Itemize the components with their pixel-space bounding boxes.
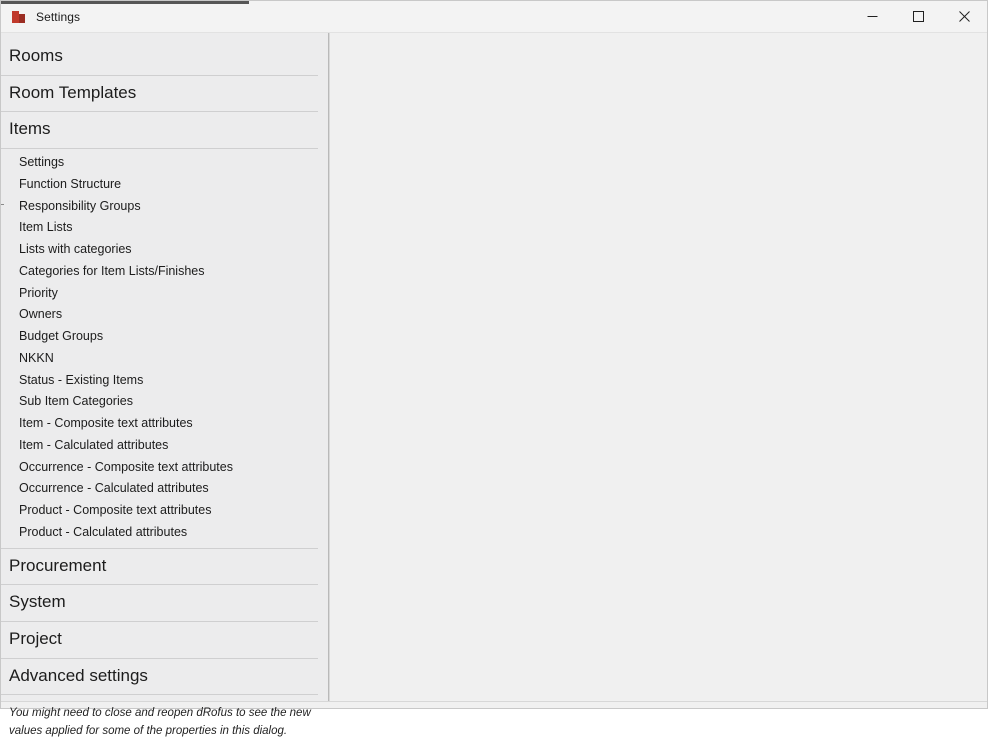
window-body (1, 33, 987, 737)
settings-content-pane (329, 33, 987, 701)
sidebar-item-categories-for-item-lists-finishes[interactable]: Categories for Item Lists/Finishes (19, 263, 205, 278)
sidebar-group-rooms (1, 37, 328, 76)
sidebar-item-occurrence-calculated-attributes[interactable]: Occurrence - Calculated attributes (19, 481, 209, 496)
sidebar-group-system (1, 585, 328, 622)
sidebar-item-item-composite-text-attributes[interactable]: Item - Composite text attributes (19, 416, 193, 431)
sidebar-scroll-area[interactable] (1, 33, 328, 748)
sidebar-item-system[interactable]: System (1, 585, 318, 622)
sidebar-item-item-calculated-attributes[interactable]: Item - Calculated attributes (19, 437, 169, 452)
sidebar-group-procurement (1, 549, 328, 586)
minimize-icon[interactable] (849, 1, 895, 32)
tree-tick-icon (1, 204, 4, 205)
title-bar-left (1, 9, 80, 25)
sidebar-group-project (1, 622, 328, 659)
sidebar-item-label: Responsibility Groups (19, 198, 141, 213)
window-title: Settings (36, 9, 81, 24)
sidebar-item-priority[interactable]: Priority (19, 285, 58, 300)
sidebar-item-project[interactable]: Project (1, 622, 318, 659)
sidebar-item-nkkn[interactable]: NKKN (19, 350, 54, 365)
sidebar-item-item-lists[interactable]: Item Lists (19, 220, 73, 235)
close-icon[interactable] (941, 1, 987, 32)
sidebar-item-procurement[interactable]: Procurement (1, 549, 318, 586)
sidebar-item-function-structure[interactable]: Function Structure (19, 176, 122, 191)
sidebar-item-product-composite-text-attributes[interactable]: Product - Composite text attributes (19, 503, 212, 518)
sidebar-item-product-calculated-attributes[interactable]: Product - Calculated attributes (19, 524, 188, 539)
sidebar-item-room-templates[interactable]: Room Templates (1, 76, 318, 113)
maximize-icon[interactable] (895, 1, 941, 32)
settings-sidebar (1, 33, 329, 737)
sidebar-item-advanced-settings[interactable]: Advanced settings (1, 659, 318, 696)
sidebar-item-sub-item-categories[interactable]: Sub Item Categories (19, 394, 133, 409)
sidebar-item-lists-with-categories[interactable]: Lists with categories (19, 242, 132, 257)
sidebar-sublist-items (1, 149, 318, 549)
sidebar-item-owners[interactable]: Owners (19, 307, 63, 322)
sidebar-group-items (1, 112, 328, 548)
drofus-app-icon (11, 9, 27, 25)
background-window-strip (1, 1, 249, 4)
sidebar-item-responsibility-groups[interactable] (1, 196, 318, 218)
sidebar-item-settings[interactable]: Settings (19, 155, 65, 170)
sidebar-item-budget-groups[interactable]: Budget Groups (19, 329, 104, 344)
sidebar-item-rooms[interactable]: Rooms (1, 37, 318, 76)
window-controls (849, 1, 987, 32)
title-bar (1, 1, 987, 33)
sidebar-group-room-templates (1, 76, 328, 113)
sidebar-item-items[interactable]: Items (1, 112, 318, 149)
sidebar-item-status-existing-items[interactable]: Status - Existing Items (19, 372, 144, 387)
sidebar-note: You might need to close and reopen dRofus to see the new values applied for some of the properties in this dialog. (9, 707, 311, 737)
sidebar-item-occurrence-composite-text-attributes[interactable]: Occurrence - Composite text attributes (19, 459, 233, 474)
sidebar-group-advanced-settings (1, 659, 328, 696)
